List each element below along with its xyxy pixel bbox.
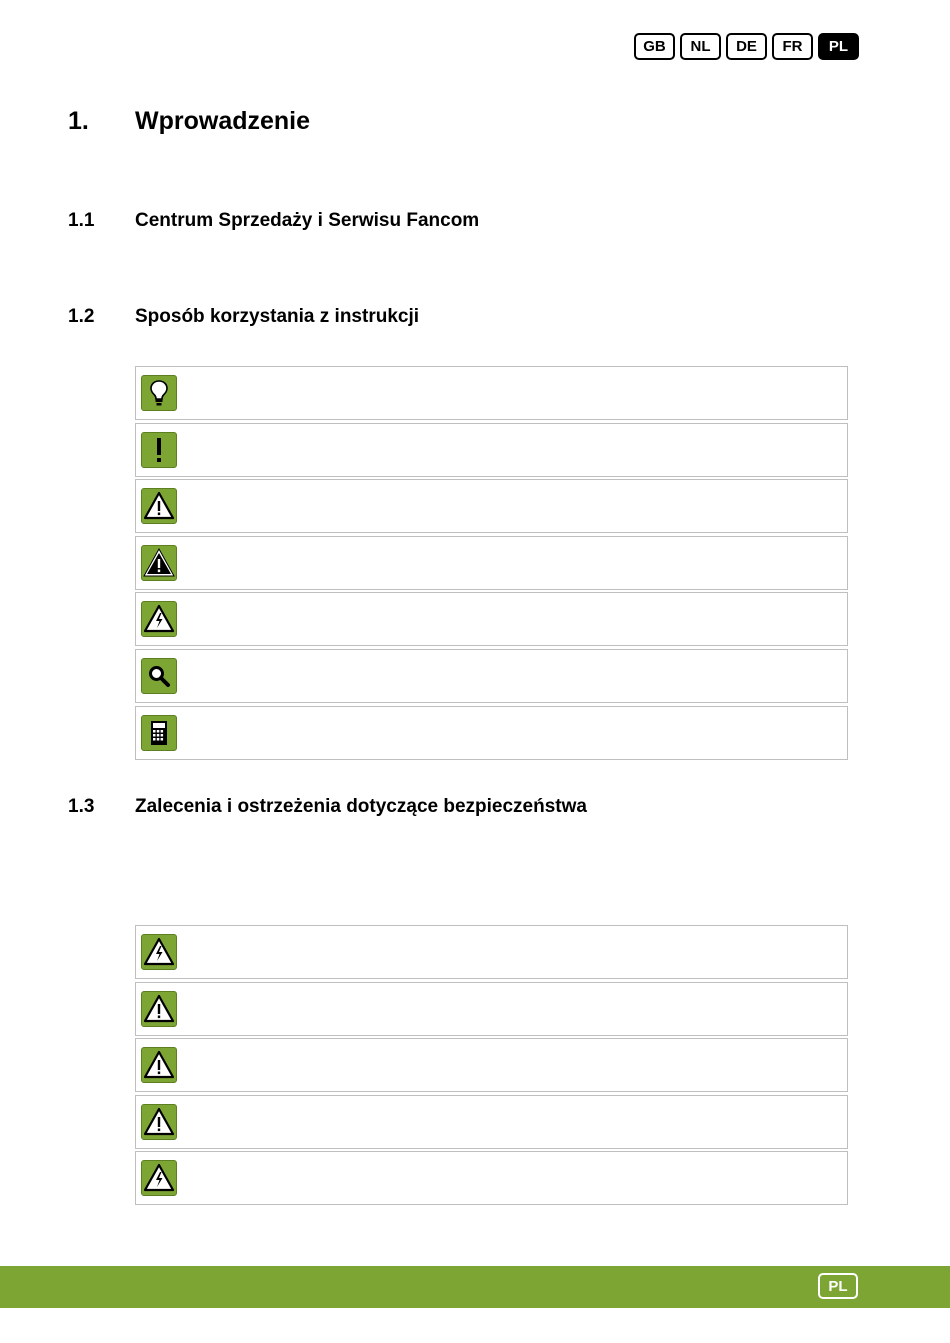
legend-row <box>135 366 848 420</box>
electric-hazard-icon <box>141 601 177 637</box>
warning-row <box>135 1038 848 1092</box>
section-number: 1.2 <box>68 306 95 327</box>
footer-language-badge: PL <box>818 1273 858 1299</box>
safety-warnings-list <box>135 925 848 1208</box>
legend-row <box>135 479 848 533</box>
warning-row <box>135 982 848 1036</box>
language-button-de[interactable]: DE <box>726 33 767 60</box>
warning-triangle-icon <box>141 1047 177 1083</box>
calculator-icon <box>141 715 177 751</box>
legend-row <box>135 706 848 760</box>
electric-hazard-icon <box>141 1160 177 1196</box>
language-button-gb[interactable]: GB <box>634 33 675 60</box>
section-title: Sposób korzystania z instrukcji <box>135 306 420 327</box>
section-number: 1.1 <box>68 210 95 231</box>
chapter-number: 1. <box>68 107 89 135</box>
usage-icon-legend <box>135 366 848 762</box>
warning-row <box>135 1151 848 1205</box>
legend-row <box>135 423 848 477</box>
lightbulb-icon <box>141 375 177 411</box>
language-button-nl[interactable]: NL <box>680 33 721 60</box>
warning-row <box>135 925 848 979</box>
chapter-title: Wprowadzenie <box>135 107 311 135</box>
language-button-fr[interactable]: FR <box>772 33 813 60</box>
warning-triangle-icon <box>141 1104 177 1140</box>
language-selector <box>634 33 859 60</box>
page-footer <box>0 1266 950 1308</box>
section-title: Centrum Sprzedaży i Serwisu Fancom <box>135 210 480 231</box>
warning-triangle-icon <box>141 991 177 1027</box>
legend-row <box>135 592 848 646</box>
warning-triangle-icon <box>141 488 177 524</box>
legend-row <box>135 649 848 703</box>
section-number: 1.3 <box>68 796 95 817</box>
warning-triangle-filled-icon <box>141 545 177 581</box>
exclamation-icon <box>141 432 177 468</box>
warning-row <box>135 1095 848 1149</box>
legend-row <box>135 536 848 590</box>
language-button-pl[interactable]: PL <box>818 33 859 60</box>
electric-hazard-icon <box>141 934 177 970</box>
magnifier-icon <box>141 658 177 694</box>
section-title: Zalecenia i ostrzeżenia dotyczące bezpieczeństwa <box>135 796 587 817</box>
